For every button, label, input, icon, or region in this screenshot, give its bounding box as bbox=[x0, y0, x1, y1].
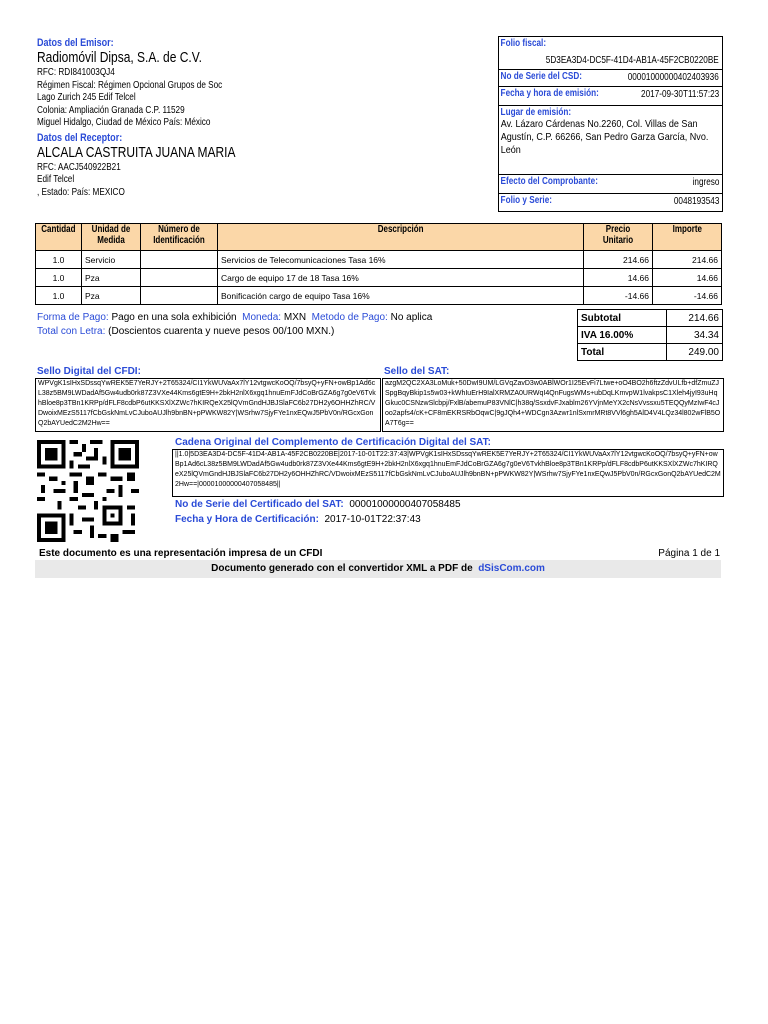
cell-descripcion: Bonificación cargo de equipo Tasa 16% bbox=[218, 287, 584, 305]
emisor-regimen: Régimen Fiscal: Régimen Opcional Grupos de Soc bbox=[37, 78, 223, 91]
total-letra-value: (Doscientos cuarenta y nueve pesos 00/100 MXN.) bbox=[108, 326, 335, 337]
folio-serie-row bbox=[499, 194, 722, 211]
cell-cantidad: 1.0 bbox=[36, 269, 82, 287]
emisor-calle: Lago Zurich 245 Edif Telcel bbox=[37, 91, 136, 103]
metodo-pago-label: Metodo de Pago: bbox=[311, 312, 388, 323]
serie-csd-row bbox=[499, 70, 722, 87]
folio-fiscal-value: 5D3EA3D4-DC5F-41D4-AB1A-45F2CB0220BE bbox=[546, 54, 719, 66]
subtotal-row bbox=[578, 310, 723, 327]
forma-pago-value: Pago en una sola exhibición bbox=[111, 312, 237, 323]
subtotal-value: 214.66 bbox=[666, 310, 722, 327]
payment-info bbox=[37, 311, 577, 339]
total-label: Total bbox=[578, 344, 667, 361]
total-value: 249.00 bbox=[666, 344, 722, 361]
certificado-serie-line bbox=[175, 499, 461, 510]
sello-cfdi-label: Sello Digital del CFDI: bbox=[37, 366, 141, 377]
emisor-name: Radiomóvil Dipsa, S.A. de C.V. bbox=[37, 49, 202, 66]
folio-fiscal-label: Folio fiscal: bbox=[500, 37, 547, 49]
folio-serie-value: 0048193543 bbox=[673, 195, 719, 207]
emisor-ciudad: Miguel Hidalgo, Ciudad de México País: México bbox=[37, 116, 211, 128]
forma-pago-label: Forma de Pago: bbox=[37, 312, 109, 323]
items-header-row bbox=[36, 224, 722, 251]
certificacion-fecha-line bbox=[175, 514, 421, 525]
emisor-rfc: RFC: RDI841003QJ4 bbox=[37, 66, 115, 78]
col-importe: Importe bbox=[653, 224, 722, 251]
cell-precio: 214.66 bbox=[584, 251, 653, 269]
serie-csd-label: No de Serie del CSD: bbox=[500, 70, 583, 82]
table-row bbox=[36, 287, 722, 305]
cell-descripcion: Cargo de equipo 17 de 18 Tasa 16% bbox=[218, 269, 584, 287]
col-identificacion: Número de Identificación bbox=[141, 224, 218, 251]
generated-footer-bar bbox=[35, 560, 721, 578]
cell-importe: -14.66 bbox=[653, 287, 722, 305]
certificacion-fecha-label: Fecha y Hora de Certificación: bbox=[175, 514, 319, 525]
cell-id bbox=[141, 287, 218, 305]
lugar-emision-label: Lugar de emisión: bbox=[500, 106, 572, 118]
cell-id bbox=[141, 251, 218, 269]
col-unidad: Unidad de Medida bbox=[82, 224, 141, 251]
folio-serie-label: Folio y Serie: bbox=[500, 194, 552, 206]
serie-csd-value: 00001000000402403936 bbox=[627, 71, 719, 83]
moneda-value: MXN bbox=[283, 312, 307, 323]
emisor-colonia: Colonia: Ampliación Granada C.P. 11529 bbox=[37, 103, 185, 116]
cell-importe: 214.66 bbox=[653, 251, 722, 269]
receptor-label: Datos del Receptor: bbox=[37, 131, 123, 144]
cell-precio: -14.66 bbox=[584, 287, 653, 305]
certificado-serie-label: No de Serie del Certificado del SAT: bbox=[175, 499, 344, 510]
items-table bbox=[35, 223, 722, 305]
generated-text: Documento generado con el convertidor XML a PDF de bbox=[211, 563, 473, 574]
iva-row bbox=[578, 327, 723, 344]
fecha-emision-value: 2017-09-30T11:57:23 bbox=[640, 88, 719, 100]
cell-importe: 14.66 bbox=[653, 269, 722, 287]
totals-table bbox=[577, 309, 723, 361]
lugar-emision-value: Av. Lázaro Cárdenas No.2260, Col. Villas de San Agustín, C.P. 66266, San Pedro Garza García, Nvo. León bbox=[500, 118, 709, 156]
cell-id bbox=[141, 269, 218, 287]
col-descripcion: Descripción bbox=[218, 224, 584, 251]
efecto-row bbox=[499, 175, 722, 194]
receptor-estado: , Estado: País: MEXICO bbox=[37, 185, 125, 198]
sello-cfdi-box: WPVgK1sIHxSDssqYwREK5E7YeRJY+2T65324/CI1YkWUVaAx7lY12vtgwcKoOQ/7bsyQ+yFN+owBp1Ad6cL38z5BM9LWDadAf5Gw4udb0rk87Z3VXe44Kms6gtE9H+2bkH2nlX6xgq1hnuEmFJdCoBrGZA6g7g0eV6TvkhBloe8p3TBn1KRPp/dFLF8cdbP6utKKSXlXZWc7hKIRQeX25lQVmGndHJBJSlaFC6b27DH2y6OHHZhRC/VDwoixMEzS5117fCbGskNmLvCJuboAUJlh9bnBN+pPWKW82Y|WSrhw7SjyFYe1nxEQwJ5PbV0n/RGcxGonQ2bAYUedC2M2Hw== bbox=[35, 378, 381, 432]
receptor-rfc: RFC: AACJ540922B21 bbox=[37, 160, 121, 173]
cadena-box: ||1.0|5D3EA3D4-DC5F-41D4-AB1A-45F2CB0220BE|2017-10-01T22:37:43|WPVgK1sIHxSDssqYwREK5E7YeRJY+2T65324/CI1YkWUVaAx7lY12vtgwcKoOQ/7bsyQ+yFN+owBp1Ad6cL38z5BM9LWDadAf5Gw4udb0rk87Z3VXe44Kms6gtE9H+2bkH2nlX6xgq1hnuEmFJdCoBrGZA6g7g0eV6TvkhBloe8p3TBn1KRPp/dFLF8cdbP6utKKSXlXZWc7hKIRQeX25lQVmGndHJBJSlaFC6b27DH2y6OHHZhRC/VDwoixMEzS5117fCbGskNmLvCJuboAUJlh9bnBN+pPWKW82Y|WSrhw7SjyFYe1nxEQwJ5PbV0n/RGcxGonQ2bAYUedC2M2Hw==|00001000000407058485|| bbox=[172, 449, 724, 497]
cell-unidad: Servicio bbox=[82, 251, 141, 269]
moneda-label: Moneda: bbox=[242, 312, 282, 323]
iva-label: IVA 16.00% bbox=[578, 327, 667, 344]
table-row bbox=[36, 269, 722, 287]
receptor-domicilio: Edif Telcel bbox=[37, 173, 75, 185]
total-row bbox=[578, 344, 723, 361]
qr-code bbox=[37, 440, 139, 542]
sello-sat-label: Sello del SAT: bbox=[384, 366, 450, 377]
cadena-label: Cadena Original del Complemento de Certificación Digital del SAT: bbox=[175, 437, 491, 448]
page-number: Página 1 de 1 bbox=[658, 548, 720, 559]
table-row bbox=[36, 251, 722, 269]
metodo-pago-value: No aplica bbox=[390, 312, 433, 323]
representacion-text: Este documento es una representación impresa de un CFDI bbox=[39, 548, 323, 559]
cell-cantidad: 1.0 bbox=[36, 287, 82, 305]
emisor-label: Datos del Emisor: bbox=[37, 37, 114, 49]
emisor-block bbox=[37, 37, 487, 198]
col-precio: Precio Unitario bbox=[584, 224, 653, 251]
total-letra-line bbox=[37, 325, 577, 339]
fecha-emision-row bbox=[499, 87, 722, 106]
cell-unidad: Pza bbox=[82, 287, 141, 305]
cell-unidad: Pza bbox=[82, 269, 141, 287]
col-cantidad: Cantidad bbox=[36, 224, 82, 251]
cell-cantidad: 1.0 bbox=[36, 251, 82, 269]
certificacion-fecha-value: 2017-10-01T22:37:43 bbox=[324, 514, 421, 525]
efecto-value: ingreso bbox=[692, 176, 719, 188]
receptor-name: ALCALA CASTRUITA JUANA MARIA bbox=[37, 143, 236, 161]
payment-line bbox=[37, 311, 577, 325]
certificado-serie-value: 00001000000407058485 bbox=[349, 499, 461, 510]
fecha-emision-label: Fecha y hora de emisión: bbox=[500, 87, 599, 99]
dsiscom-link[interactable]: dSisCom.com bbox=[478, 563, 545, 574]
fiscal-header-box bbox=[498, 36, 723, 212]
cell-precio: 14.66 bbox=[584, 269, 653, 287]
iva-value: 34.34 bbox=[666, 327, 722, 344]
efecto-label: Efecto del Comprobante: bbox=[500, 175, 598, 187]
sello-sat-box: azgM2QC2XA3LoMuk+50DwI9UM/LGVqZavD3w0ABlWOr1I25EvFi7Ltwe+oO4BO2h6ftzZdvULfb+dfZmuZJSpgBqyBkip1s5w03+kWhIuErH9IalXRMZA0URWqI4QnFugsWMs+ubDqLKmvpW1lvakpsC1Xleh4jyI93uHqGkuc0CSNzwSlcbpj/FxlB/abemuP83VNlC|h38q/SsxdvFJxablm26YVjnMeYX2cNsVvssxu5TEQQyMzIwF4cJoo2apfs4/cK+CF8mEKRSRbOqwC|9gJQh4+WDCgn3Azwr1nlSxmrMRt8VVl6gh5AlD4V4LQz34l802wFlB5OA7T6g== bbox=[382, 378, 724, 432]
folio-fiscal-row bbox=[499, 37, 722, 70]
cell-descripcion: Servicios de Telecomunicaciones Tasa 16% bbox=[218, 251, 584, 269]
total-letra-label: Total con Letra: bbox=[37, 326, 106, 337]
subtotal-label: Subtotal bbox=[578, 310, 667, 327]
lugar-emision-row bbox=[499, 106, 722, 175]
